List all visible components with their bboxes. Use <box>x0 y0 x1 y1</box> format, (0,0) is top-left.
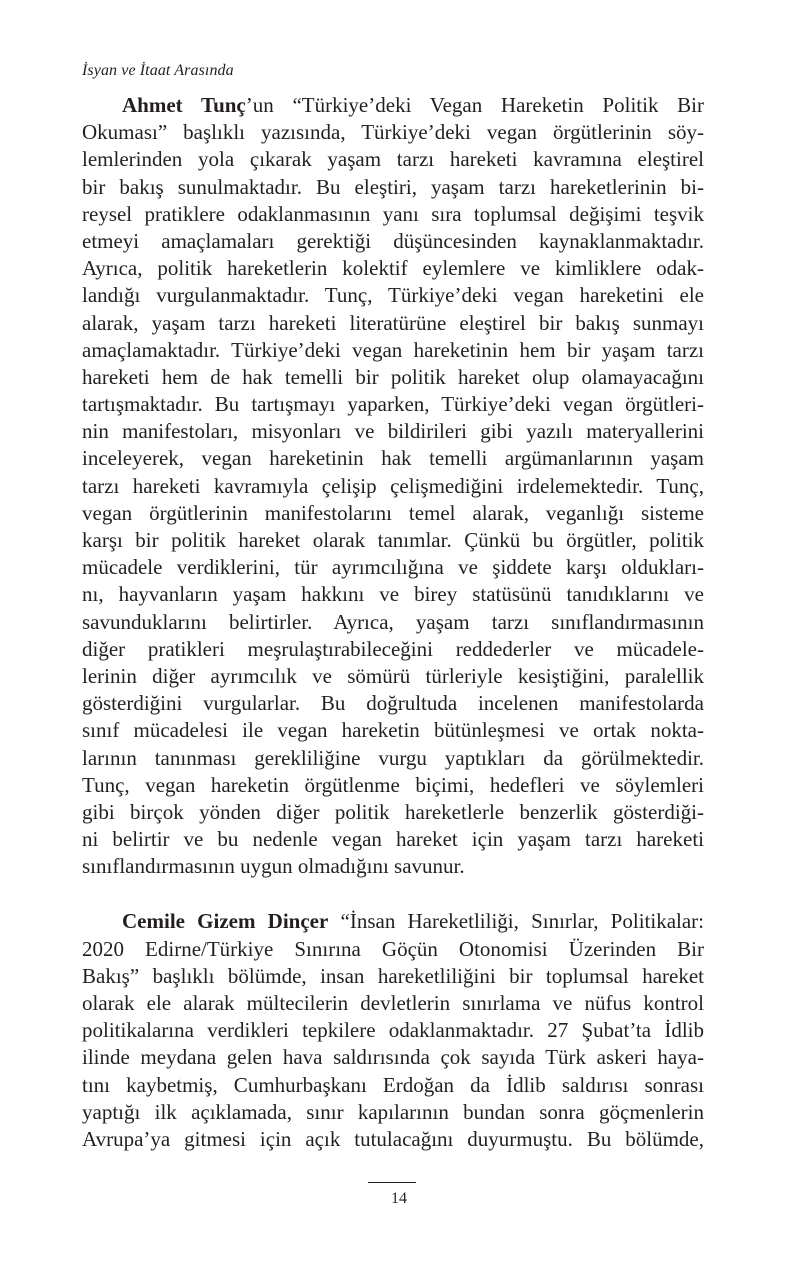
paragraph-line: nin manifestoları, misyonları ve bildirileri gibi yazılı materyallerini <box>82 419 704 444</box>
paragraph-line: sınıf mücadelesi ile vegan hareketin bütünleşmesi ve ortak nokta- <box>82 718 704 743</box>
paragraph-line: Bakış” başlıklı bölümde, insan hareketliliğini bir toplumsal hareket <box>82 963 704 988</box>
paragraph-line: gibi birçok yönden diğer politik hareketlerle benzerlik gösterdiği- <box>82 799 704 824</box>
paragraph-line: ilinde meydana gelen hava saldırısında çok sayıda Türk askeri haya- <box>82 1045 704 1070</box>
paragraph-line: vegan örgütlerinin manifestolarını temel alarak, veganlığı sisteme <box>82 500 704 525</box>
paragraph-line: savunduklarını belirtirler. Ayrıca, yaşam tarzı sınıflandırmasının <box>82 609 704 634</box>
paragraph-line: etmeyi amaçlamaları gerektiği düşüncesinden kaynaklanmaktadır. <box>82 228 704 253</box>
paragraph-line: nı, hayvanların yaşam hakkını ve birey statüsünü tanıdıklarını ve <box>82 582 704 607</box>
paragraph-line: olarak ele alarak mültecilerin devletlerin sınırlama ve nüfus kontrol <box>82 991 704 1015</box>
paragraph-line: politikalarına verdikleri tepkilere odaklanmaktadır. 27 Şubat’ta İdlib <box>82 1018 704 1043</box>
paragraph-line: ni belirtir ve bu nedenle vegan hareket için yaşam tarzı hareketi <box>82 827 704 852</box>
paragraph-line: reysel pratiklere odaklanmasının yanı sıra toplumsal değişimi teşvik <box>82 201 704 226</box>
paragraph-line: 2020 Edirne/Türkiye Sınırına Göçün Otonomisi Üzerinden Bir <box>82 936 704 961</box>
paragraph-line: yaptığı ilk açıklamada, sınır kapılarının bundan sonra göçmenlerin <box>82 1099 704 1124</box>
author-name: Ahmet Tunç <box>122 93 246 117</box>
paragraph-tunc <box>82 92 704 880</box>
author-name: Cemile Gizem Dinçer <box>122 909 329 934</box>
paragraph-line: Avrupa’ya gitmesi için açık tutulacağını duyurmuştu. Bu bölümde, <box>82 1126 704 1151</box>
paragraph-line: lemlerinden yola çıkarak yaşam tarzı hareketi kavramına eleştirel <box>82 147 704 172</box>
paragraph-line: larının tanınması gerekliliğine vurgu yaptıkları da görülmektedir. <box>82 745 704 770</box>
paragraph-line: Ahmet Tunç’un “Türkiye’deki Vegan Hareketin Politik Bir <box>122 93 704 117</box>
paragraph-line: hareketi hem de hak temelli bir politik hareket olup olamayacağını <box>82 364 704 389</box>
footer-rule <box>368 1182 416 1183</box>
paragraph-line: Cemile Gizem Dinçer “İnsan Hareketliliği, Sınırlar, Politikalar: <box>122 909 704 934</box>
paragraph-gap <box>82 880 704 908</box>
paragraph-line: amaçlamaktadır. Türkiye’deki vegan hareketinin hem bir yaşam tarzı <box>82 337 704 362</box>
paragraph-line: inceleyerek, vegan hareketinin hak temelli argümanlarının yaşam <box>82 446 704 471</box>
paragraph-line: diğer pratikleri meşrulaştırabileceğini reddederler ve mücadele- <box>82 636 704 661</box>
paragraph-line: lerinin diğer ayrımcılık ve sömürü türleriyle kesiştiğini, paralellik <box>82 663 704 688</box>
paragraph-line: mücadele verdiklerini, tür ayrımcılığına ve şiddete karşı oldukları- <box>82 555 704 580</box>
paragraph-line: alarak, yaşam tarzı hareketi literatürüne eleştirel bir bakış sunmayı <box>82 310 704 335</box>
running-head: İsyan ve İtaat Arasında <box>82 62 234 79</box>
paragraph-dincer <box>82 908 704 1153</box>
paragraph-line: gösterdiğini vurgularlar. Bu doğrultuda incelenen manifestolarda <box>82 691 704 716</box>
body-text <box>82 92 704 1153</box>
paragraph-line: tartışmaktadır. Bu tartışmayı yaparken, Türkiye’deki vegan örgütleri- <box>82 392 704 417</box>
paragraph-line: sınıflandırmasının uygun olmadığını savunur. <box>82 854 465 879</box>
paragraph-line: bir bakış sunulmaktadır. Bu eleştiri, yaşam tarzı hareketlerinin bi- <box>82 174 704 199</box>
paragraph-line: tını kaybetmiş, Cumhurbaşkanı Erdoğan da İdlib saldırısı sonrası <box>82 1072 704 1097</box>
paragraph-line: Ayrıca, politik hareketlerin kolektif eylemlere ve kimliklere odak- <box>82 256 704 281</box>
page-number: 14 <box>391 1190 407 1207</box>
paragraph-line: Okuması” başlıklı yazısında, Türkiye’deki vegan örgütlerinin söy- <box>82 120 704 145</box>
paragraph-line: Tunç, vegan hareketin örgütlenme biçimi, hedefleri ve söylemleri <box>82 772 704 797</box>
paragraph-line: landığı vurgulanmaktadır. Tunç, Türkiye’deki vegan hareketini ele <box>82 283 704 308</box>
paragraph-line: tarzı hareketi kavramıyla çelişip çelişmediğini irdelemektedir. Tunç, <box>82 473 704 498</box>
paragraph-line: karşı bir politik hareket olarak tanımlar. Çünkü bu örgütler, politik <box>82 528 704 552</box>
